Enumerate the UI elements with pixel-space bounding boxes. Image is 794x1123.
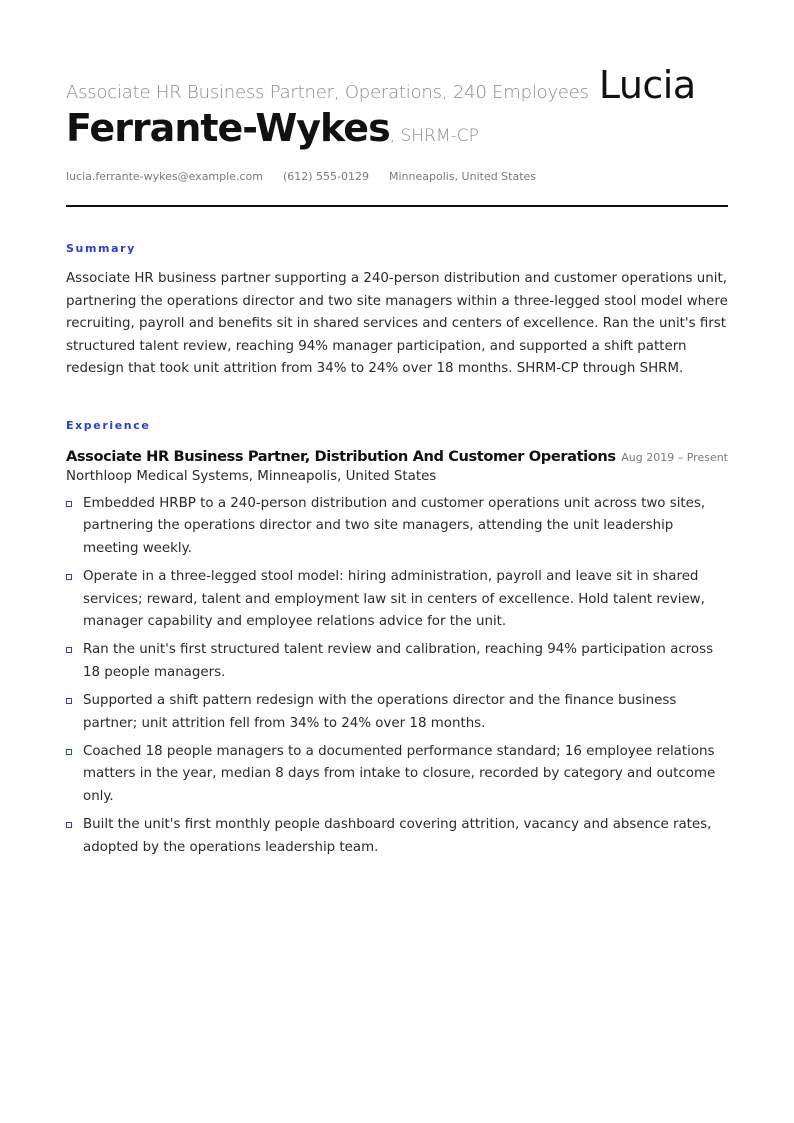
headline: Associate HR Business Partner, Operations, 240 Employees: [66, 82, 589, 103]
phone[interactable]: (612) 555-0129: [282, 170, 369, 183]
job-title: Associate HR Business Partner, Distribution And Customer Operations: [66, 447, 616, 465]
location: Minneapolis, United States: [389, 170, 537, 183]
job-bullet: [66, 741, 728, 808]
summary-section: [66, 242, 728, 381]
job-company: Northloop Medical Systems, Minneapolis, United States: [66, 468, 437, 484]
resume-page: [66, 0, 728, 865]
last-name: Ferrante-Wykes: [66, 106, 390, 150]
job-bullet: [66, 814, 728, 859]
job-header: [66, 448, 728, 465]
job-bullet: [66, 493, 728, 560]
job-dates: Aug 2019 – Present: [621, 450, 728, 464]
square-bullet-icon: [66, 822, 72, 828]
bullet-text: Supported a shift pattern redesign with the operations director and the finance business partner; unit attrition fell from 34% to 24% over 18 months.: [83, 693, 677, 731]
bullet-text: Operate in a three-legged stool model: hiring administration, payroll and leave sit in shared services; reward, talent and employment law sit in centers of excellence. Hold talent review, manager capability and employee relations advice for the unit.: [83, 569, 705, 629]
experience-section: [66, 419, 728, 859]
square-bullet-icon: [66, 698, 72, 704]
job-entry: [66, 448, 728, 859]
resume-header: [66, 63, 728, 207]
job-bullets: [66, 493, 728, 859]
bullet-text: Embedded HRBP to a 240-person distribution and customer operations unit across two sites, partnering the operations director and two site managers, attending the unit leadership meeting weekly.: [83, 495, 706, 556]
credential: , SHRM-CP: [389, 126, 479, 146]
email[interactable]: lucia.ferrante-wykes@example.com: [66, 170, 263, 183]
header-divider: [66, 205, 728, 207]
bullet-text: Ran the unit's first structured talent review and calibration, reaching 94% participation across 18 people managers.: [83, 642, 714, 680]
job-bullet: [66, 690, 728, 735]
square-bullet-icon: [66, 501, 72, 507]
contact-row: [66, 170, 728, 183]
square-bullet-icon: [66, 749, 72, 755]
job-bullet: [66, 639, 728, 684]
bullet-text: Built the unit's first monthly people dashboard covering attrition, vacancy and absence rates, adopted by the operations leadership team.: [83, 817, 712, 855]
summary-text: Associate HR business partner supporting a 240-person distribution and customer operations unit, partnering the operations director and two site managers within a three-legged stool model where recruiting, payroll and benefits sit in shared services and centers of excellence. Ran the unit's first structured talent review, reaching 94% manager participation, and supported a shift pattern redesign that took unit attrition from 34% to 24% over 18 months. SHRM-CP through SHRM.: [66, 271, 728, 377]
summary-heading: Summary: [66, 242, 136, 255]
first-name: Lucia: [598, 63, 696, 107]
square-bullet-icon: [66, 647, 72, 653]
job-bullet: [66, 566, 728, 633]
title-line: [66, 63, 728, 107]
bullet-text: Coached 18 people managers to a documented performance standard; 16 employee relations matters in the year, median 8 days from intake to closure, recorded by category and outcome only.: [83, 744, 716, 804]
square-bullet-icon: [66, 574, 72, 580]
name-line: [66, 104, 728, 152]
experience-heading: Experience: [66, 418, 151, 432]
